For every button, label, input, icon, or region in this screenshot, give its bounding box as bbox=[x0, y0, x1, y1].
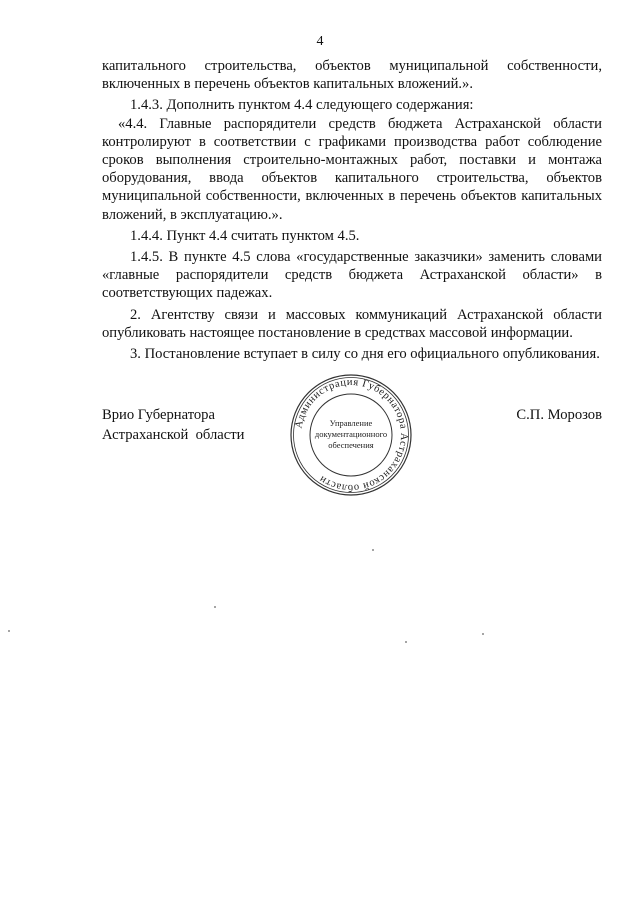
scan-speck bbox=[482, 633, 484, 635]
paragraph-2: 2. Агентству связи и массовых коммуникаций Астраханской области опубликовать настоящее постановление в средствах массовой информации. bbox=[102, 306, 602, 341]
official-stamp bbox=[286, 370, 416, 500]
stamp-center-line-3: обеспечения bbox=[328, 440, 374, 450]
scan-speck bbox=[214, 606, 216, 608]
paragraph-continuation: капитального строительства, объектов муниципальной собственности, включенных в перечень объектов капитальных вложений.». bbox=[102, 58, 602, 93]
scan-speck bbox=[405, 641, 407, 643]
signatory-title-line-1: Врио Губернатора bbox=[102, 407, 215, 423]
signatory-name: С.П. Морозов bbox=[516, 407, 602, 423]
document-body bbox=[102, 57, 602, 363]
paragraph-1-4-3: 1.4.3. Дополнить пунктом 4.4 следующего содержания: bbox=[130, 97, 474, 114]
signatory-title bbox=[102, 405, 244, 445]
stamp-center-line-2: документационного bbox=[314, 429, 388, 439]
scan-speck bbox=[8, 630, 10, 632]
scan-speck bbox=[372, 549, 374, 551]
signatory-title-line-2: Астраханской области bbox=[102, 427, 245, 443]
stamp-center-line-1: Управление bbox=[329, 418, 373, 428]
stamp-seal-icon bbox=[286, 370, 416, 500]
page-number: 4 bbox=[316, 34, 324, 49]
paragraph-1-4-5: 1.4.5. В пункте 4.5 слова «государственные заказчики» заменить словами «главные распорядители средств бюджета Астраханской области» в соответствующих падежах. bbox=[102, 249, 602, 302]
stamp-ring-text: Администрация Губернатора Астраханской области bbox=[293, 376, 410, 494]
paragraph-1-4-4: 1.4.4. Пункт 4.4 считать пунктом 4.5. bbox=[130, 227, 360, 244]
paragraph-3: 3. Постановление вступает в силу со дня его официального опубликования. bbox=[130, 346, 600, 363]
paragraph-4-4-quote: «4.4. Главные распорядители средств бюджета Астраханской области контролируют в соответствии с графиками производства работ соблюдение сроков выполнения строительно-монтажных работ, поставки и монтажа оборудования, ввода объектов капитального строительства, объектов муниципальной собственности, включенных в перечень объектов капитальных вложений, в эксплуатацию.». bbox=[102, 115, 602, 223]
